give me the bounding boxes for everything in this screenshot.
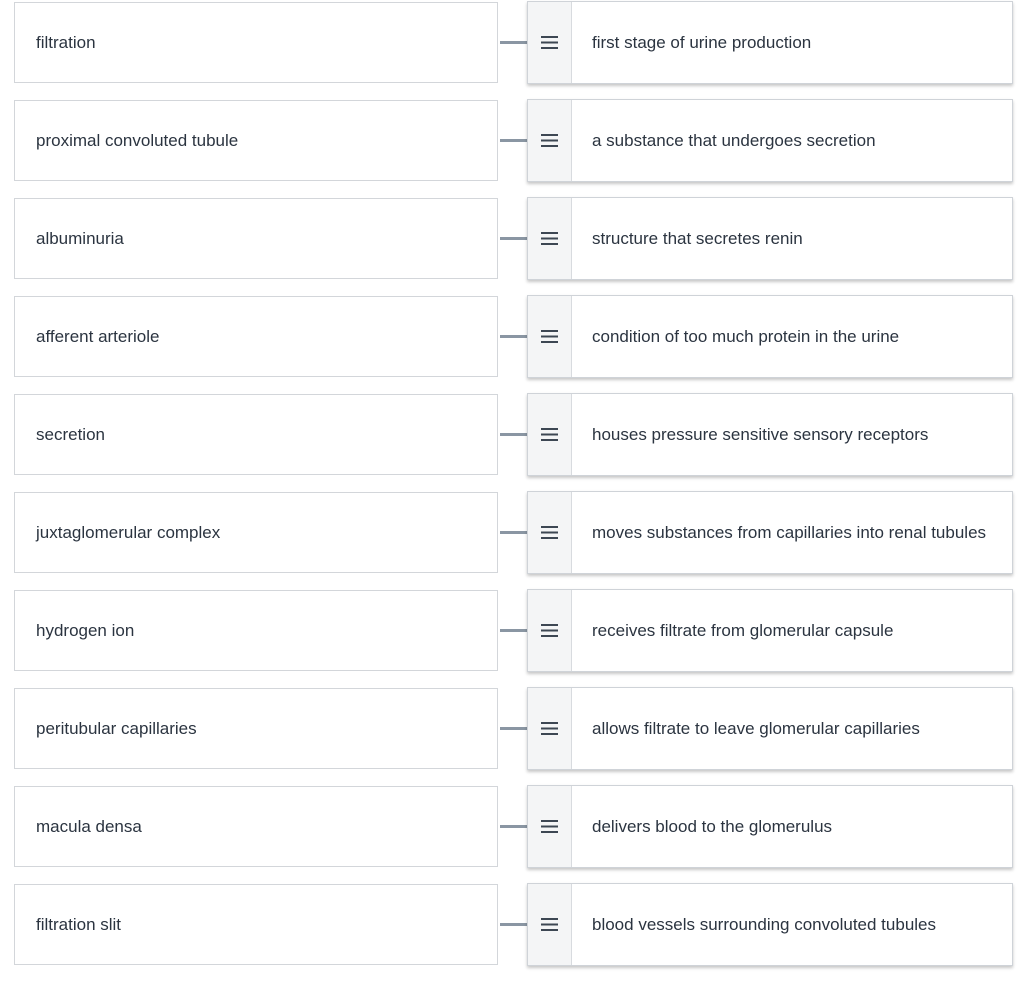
connector-line: [500, 139, 527, 142]
match-row: [0, 0, 1024, 84]
draggable-answer[interactable]: [527, 589, 1013, 672]
answer-label: houses pressure sensitive sensory receptors: [592, 425, 929, 444]
connector-line: [500, 433, 527, 436]
drag-handle-icon: [541, 722, 558, 735]
term-box: [14, 688, 498, 769]
term-label: filtration slit: [36, 915, 122, 934]
term-box: [14, 296, 498, 377]
drag-handle-icon: [541, 624, 558, 637]
term-box: [14, 100, 498, 181]
match-row: [0, 196, 1024, 280]
answer-label: first stage of urine production: [592, 33, 812, 52]
answer-label: condition of too much protein in the urine: [592, 327, 900, 346]
term-box: [14, 198, 498, 279]
drag-handle[interactable]: [528, 884, 572, 965]
draggable-answer[interactable]: [527, 785, 1013, 868]
draggable-answer[interactable]: [527, 491, 1013, 574]
draggable-answer[interactable]: [527, 687, 1013, 770]
drag-handle-icon: [541, 134, 558, 147]
drag-handle-icon: [541, 526, 558, 539]
draggable-answer[interactable]: [527, 99, 1013, 182]
term-label: filtration: [36, 33, 96, 52]
term-box: [14, 884, 498, 965]
drag-handle-icon: [541, 428, 558, 441]
match-row: [0, 882, 1024, 966]
term-label: proximal convoluted tubule: [36, 131, 239, 150]
term-box: [14, 590, 498, 671]
connector-line: [500, 41, 527, 44]
answer-label: receives filtrate from glomerular capsule: [592, 621, 894, 640]
term-label: juxtaglomerular complex: [36, 523, 221, 542]
drag-handle[interactable]: [528, 100, 572, 181]
connector-line: [500, 237, 527, 240]
connector-line: [500, 629, 527, 632]
drag-handle[interactable]: [528, 296, 572, 377]
match-row: [0, 490, 1024, 574]
answer-label: structure that secretes renin: [592, 229, 803, 248]
drag-handle-icon: [541, 36, 558, 49]
match-row: [0, 392, 1024, 476]
match-row: [0, 686, 1024, 770]
term-label: hydrogen ion: [36, 621, 135, 640]
drag-handle[interactable]: [528, 786, 572, 867]
answer-label: a substance that undergoes secretion: [592, 131, 876, 150]
term-box: [14, 786, 498, 867]
term-label: peritubular capillaries: [36, 719, 197, 738]
answer-label: moves substances from capillaries into renal tubules: [592, 523, 987, 542]
drag-handle[interactable]: [528, 2, 572, 83]
draggable-answer[interactable]: [527, 295, 1013, 378]
term-label: secretion: [36, 425, 105, 444]
draggable-answer[interactable]: [527, 883, 1013, 966]
draggable-answer[interactable]: [527, 197, 1013, 280]
drag-handle-icon: [541, 232, 558, 245]
drag-handle[interactable]: [528, 590, 572, 671]
connector-line: [500, 727, 527, 730]
term-label: albuminuria: [36, 229, 124, 248]
connector-line: [500, 335, 527, 338]
match-row: [0, 98, 1024, 182]
draggable-answer[interactable]: [527, 1, 1013, 84]
drag-handle-icon: [541, 330, 558, 343]
term-box: [14, 2, 498, 83]
answer-label: blood vessels surrounding convoluted tubules: [592, 915, 937, 934]
connector-line: [500, 923, 527, 926]
connector-line: [500, 531, 527, 534]
draggable-answer[interactable]: [527, 393, 1013, 476]
term-label: macula densa: [36, 817, 142, 836]
drag-handle[interactable]: [528, 688, 572, 769]
drag-handle-icon: [541, 820, 558, 833]
match-row: [0, 588, 1024, 672]
term-label: afferent arteriole: [36, 327, 160, 346]
answer-label: allows filtrate to leave glomerular capillaries: [592, 719, 920, 738]
match-row: [0, 784, 1024, 868]
connector-line: [500, 825, 527, 828]
answer-label: delivers blood to the glomerulus: [592, 817, 833, 836]
match-row: [0, 294, 1024, 378]
drag-handle[interactable]: [528, 394, 572, 475]
term-box: [14, 492, 498, 573]
drag-handle-icon: [541, 918, 558, 931]
drag-handle[interactable]: [528, 198, 572, 279]
term-box: [14, 394, 498, 475]
drag-handle[interactable]: [528, 492, 572, 573]
